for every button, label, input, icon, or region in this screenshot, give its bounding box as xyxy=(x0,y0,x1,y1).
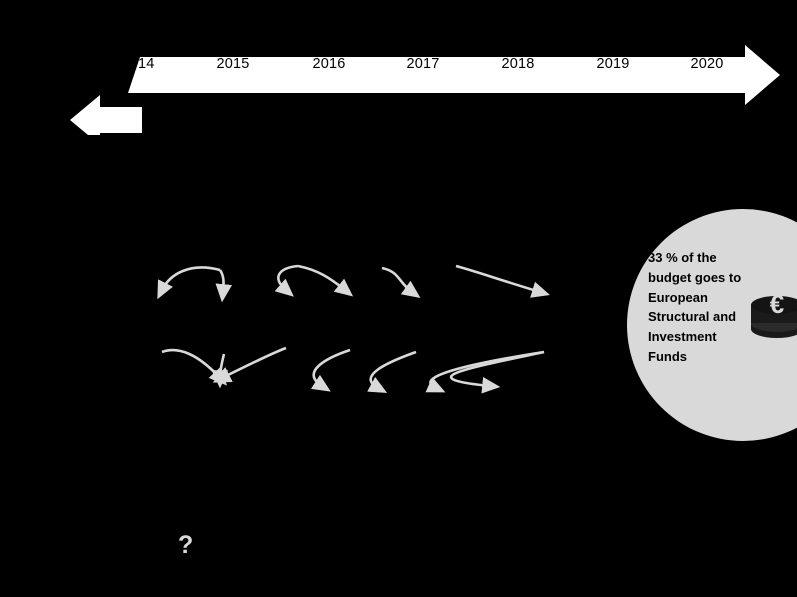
flow-arrow-low-7 xyxy=(451,352,544,386)
euro-coin-icon xyxy=(750,287,797,343)
flow-arrow-low-6 xyxy=(430,352,544,388)
budget-share-text: 33 % of the budget goes to European Structural and Investment Funds xyxy=(648,250,742,364)
flow-arrow-up-3 xyxy=(278,266,298,290)
flow-arrow-low-4 xyxy=(314,350,350,386)
timeline-year-2016: 2016 xyxy=(312,56,346,72)
timeline-year-2020: 2020 xyxy=(690,56,724,72)
funding-flow-arrows xyxy=(150,250,560,400)
timeline-year-2017: 2017 xyxy=(406,56,440,72)
flow-arrow-up-1 xyxy=(162,267,220,290)
timeline-right-arrow xyxy=(125,45,780,105)
svg-text:€: € xyxy=(769,289,785,319)
flow-arrow-shapes xyxy=(150,250,560,400)
flow-arrow-up-4 xyxy=(298,266,345,290)
flow-arrow-low-2 xyxy=(220,354,224,378)
flow-arrow-low-5 xyxy=(371,352,416,388)
question-mark-annotation: ? xyxy=(178,531,194,559)
flow-arrow-up-6 xyxy=(456,266,540,292)
programming-period-timeline xyxy=(70,45,780,135)
timeline-year-2019: 2019 xyxy=(596,56,630,72)
flow-arrow-low-1 xyxy=(162,350,220,378)
timeline-year-2014: 2014 xyxy=(121,56,155,72)
flow-arrow-up-2 xyxy=(220,270,224,292)
flow-arrow-up-5 xyxy=(382,268,412,292)
timeline-left-arrow xyxy=(70,95,142,135)
flow-arrow-low-3 xyxy=(222,348,286,378)
timeline-year-2018: 2018 xyxy=(501,56,535,72)
timeline-year-2015: 2015 xyxy=(216,56,250,72)
